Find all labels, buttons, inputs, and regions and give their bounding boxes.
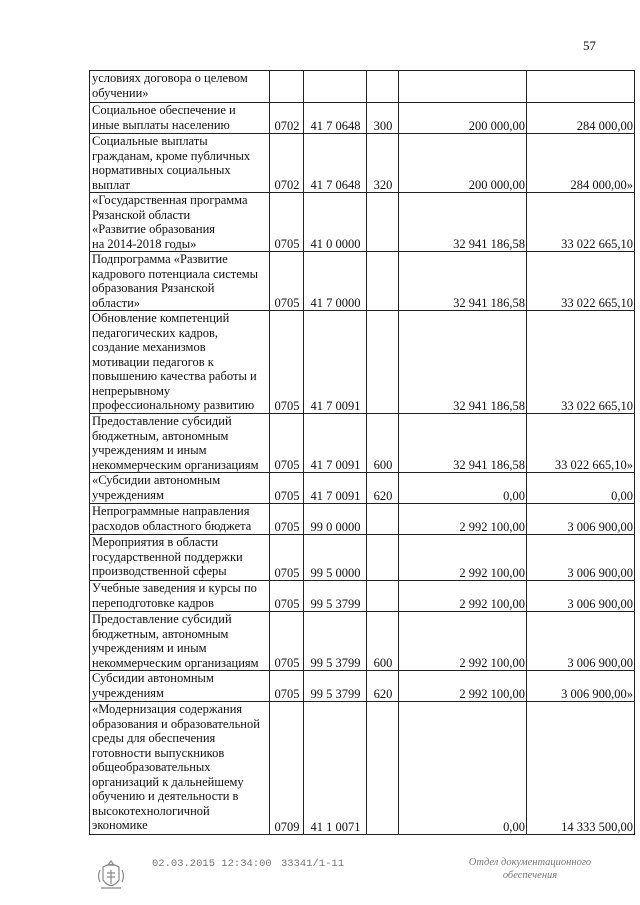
row-type-cell (367, 581, 399, 612)
table-row (90, 504, 635, 535)
row-sum-2014-cell: 32 941 186,58 (399, 252, 527, 311)
row-article-cell: 41 7 0091 (304, 414, 367, 473)
row-article-cell: 99 5 3799 (304, 671, 367, 702)
table-row (90, 535, 635, 581)
budget-table-body (90, 71, 635, 835)
row-sum-2015-cell: 33 022 665,10 (527, 193, 635, 252)
row-sum-2014-cell: 0,00 (399, 473, 527, 504)
row-article-cell: 41 7 0091 (304, 311, 367, 414)
row-name-cell: Подпрограмма «Развитие кадрового потенциала системы образования Рязанской области» (90, 252, 270, 311)
row-sum-2014-cell: 32 941 186,58 (399, 193, 527, 252)
row-sum-2015-cell: 3 006 900,00» (527, 671, 635, 702)
row-sum-2014-cell: 32 941 186,58 (399, 414, 527, 473)
row-article-cell: 99 5 0000 (304, 535, 367, 581)
row-article-cell: 99 5 3799 (304, 612, 367, 671)
row-name-cell: Непрограммные направления расходов областного бюджета (90, 504, 270, 535)
row-section-cell: 0705 (270, 311, 304, 414)
row-type-cell (367, 311, 399, 414)
row-type-cell (367, 193, 399, 252)
table-row (90, 134, 635, 193)
budget-table (89, 70, 635, 835)
row-section-cell: 0705 (270, 193, 304, 252)
row-sum-2015-cell: 33 022 665,10 (527, 311, 635, 414)
row-article-cell: 41 1 0071 (304, 702, 367, 835)
table-row (90, 193, 635, 252)
row-sum-2015-cell: 0,00 (527, 473, 635, 504)
row-sum-2015-cell: 3 006 900,00 (527, 535, 635, 581)
row-sum-2015-cell: 33 022 665,10 (527, 252, 635, 311)
row-article-cell: 41 0 0000 (304, 193, 367, 252)
row-section-cell: 0705 (270, 535, 304, 581)
row-type-cell: 600 (367, 414, 399, 473)
row-article-cell: 99 0 0000 (304, 504, 367, 535)
row-section-cell (270, 71, 304, 103)
row-sum-2015-cell: 3 006 900,00 (527, 581, 635, 612)
row-type-cell (367, 702, 399, 835)
row-article-cell (304, 71, 367, 103)
row-section-cell: 0702 (270, 134, 304, 193)
row-section-cell: 0705 (270, 504, 304, 535)
row-sum-2015-cell: 284 000,00» (527, 134, 635, 193)
footer (0, 856, 640, 905)
row-section-cell: 0705 (270, 473, 304, 504)
row-article-cell: 41 7 0091 (304, 473, 367, 504)
table-row (90, 702, 635, 835)
row-section-cell: 0709 (270, 702, 304, 835)
table-row (90, 71, 635, 103)
row-name-cell: Социальное обеспечение и иные выплаты населению (90, 103, 270, 134)
coat-of-arms-emblem (94, 858, 128, 894)
row-sum-2014-cell: 2 992 100,00 (399, 671, 527, 702)
row-type-cell: 300 (367, 103, 399, 134)
page-number: 57 (583, 38, 596, 53)
table-row (90, 103, 635, 134)
table-row (90, 252, 635, 311)
row-type-cell (367, 535, 399, 581)
row-section-cell: 0702 (270, 103, 304, 134)
row-sum-2014-cell: 200 000,00 (399, 103, 527, 134)
row-section-cell: 0705 (270, 252, 304, 311)
table-row (90, 581, 635, 612)
row-sum-2015-cell: 3 006 900,00 (527, 504, 635, 535)
stamp-organization: Отдел документационного обеспечения (468, 857, 592, 881)
row-section-cell: 0705 (270, 581, 304, 612)
row-section-cell: 0705 (270, 671, 304, 702)
row-sum-2015-cell: 33 022 665,10» (527, 414, 635, 473)
row-name-cell: Предоставление субсидий бюджетным, автономным учреждениям и иным некоммерческим организациям (90, 612, 270, 671)
row-name-cell: Предоставление субсидий бюджетным, автономным учреждениям и иным некоммерческим организациям (90, 414, 270, 473)
row-name-cell: «Модернизация содержания образования и образовательной среды для обеспечения готовности выпускников общеобразовательных организаций к дальнейшему обучению и деятельности в высокотехнологичной экономике (90, 702, 270, 835)
row-type-cell (367, 504, 399, 535)
stamp-datetime: 02.03.2015 12:34:00 (152, 858, 272, 870)
table-row (90, 311, 635, 414)
row-type-cell: 620 (367, 473, 399, 504)
row-sum-2014-cell: 32 941 186,58 (399, 311, 527, 414)
row-name-cell: Мероприятия в области государственной поддержки производственной сферы (90, 535, 270, 581)
row-sum-2014-cell: 0,00 (399, 702, 527, 835)
row-name-cell: «Субсидии автономным учреждениям (90, 473, 270, 504)
row-name-cell: Обновление компетенций педагогических кадров, создание механизмов мотивации педагогов к повышению качества работы и непрерывному профессиональному развитию (90, 311, 270, 414)
row-article-cell: 41 7 0648 (304, 103, 367, 134)
row-section-cell: 0705 (270, 414, 304, 473)
row-name-cell: Субсидии автономным учреждениям (90, 671, 270, 702)
row-sum-2015-cell (527, 71, 635, 103)
row-article-cell: 41 7 0648 (304, 134, 367, 193)
row-sum-2014-cell: 2 992 100,00 (399, 612, 527, 671)
row-sum-2015-cell: 284 000,00 (527, 103, 635, 134)
table-row (90, 414, 635, 473)
row-sum-2015-cell: 14 333 500,00 (527, 702, 635, 835)
row-type-cell: 620 (367, 671, 399, 702)
row-sum-2015-cell: 3 006 900,00 (527, 612, 635, 671)
row-article-cell: 99 5 3799 (304, 581, 367, 612)
row-type-cell (367, 71, 399, 103)
row-type-cell: 320 (367, 134, 399, 193)
row-section-cell: 0705 (270, 612, 304, 671)
row-sum-2014-cell: 2 992 100,00 (399, 535, 527, 581)
table-row (90, 612, 635, 671)
row-type-cell: 600 (367, 612, 399, 671)
stamp-document-number: 33341/1-11 (281, 858, 345, 870)
row-name-cell: «Государственная программа Рязанской области «Развитие образования на 2014-2018 годы» (90, 193, 270, 252)
row-sum-2014-cell: 2 992 100,00 (399, 581, 527, 612)
row-name-cell: Социальные выплаты гражданам, кроме публичных нормативных социальных выплат (90, 134, 270, 193)
table-row (90, 473, 635, 504)
row-sum-2014-cell: 2 992 100,00 (399, 504, 527, 535)
row-name-cell: Учебные заведения и курсы по переподготовке кадров (90, 581, 270, 612)
row-article-cell: 41 7 0000 (304, 252, 367, 311)
row-type-cell (367, 252, 399, 311)
table-row (90, 671, 635, 702)
row-sum-2014-cell (399, 71, 527, 103)
row-name-cell: условиях договора о целевом обучении» (90, 71, 270, 103)
row-sum-2014-cell: 200 000,00 (399, 134, 527, 193)
